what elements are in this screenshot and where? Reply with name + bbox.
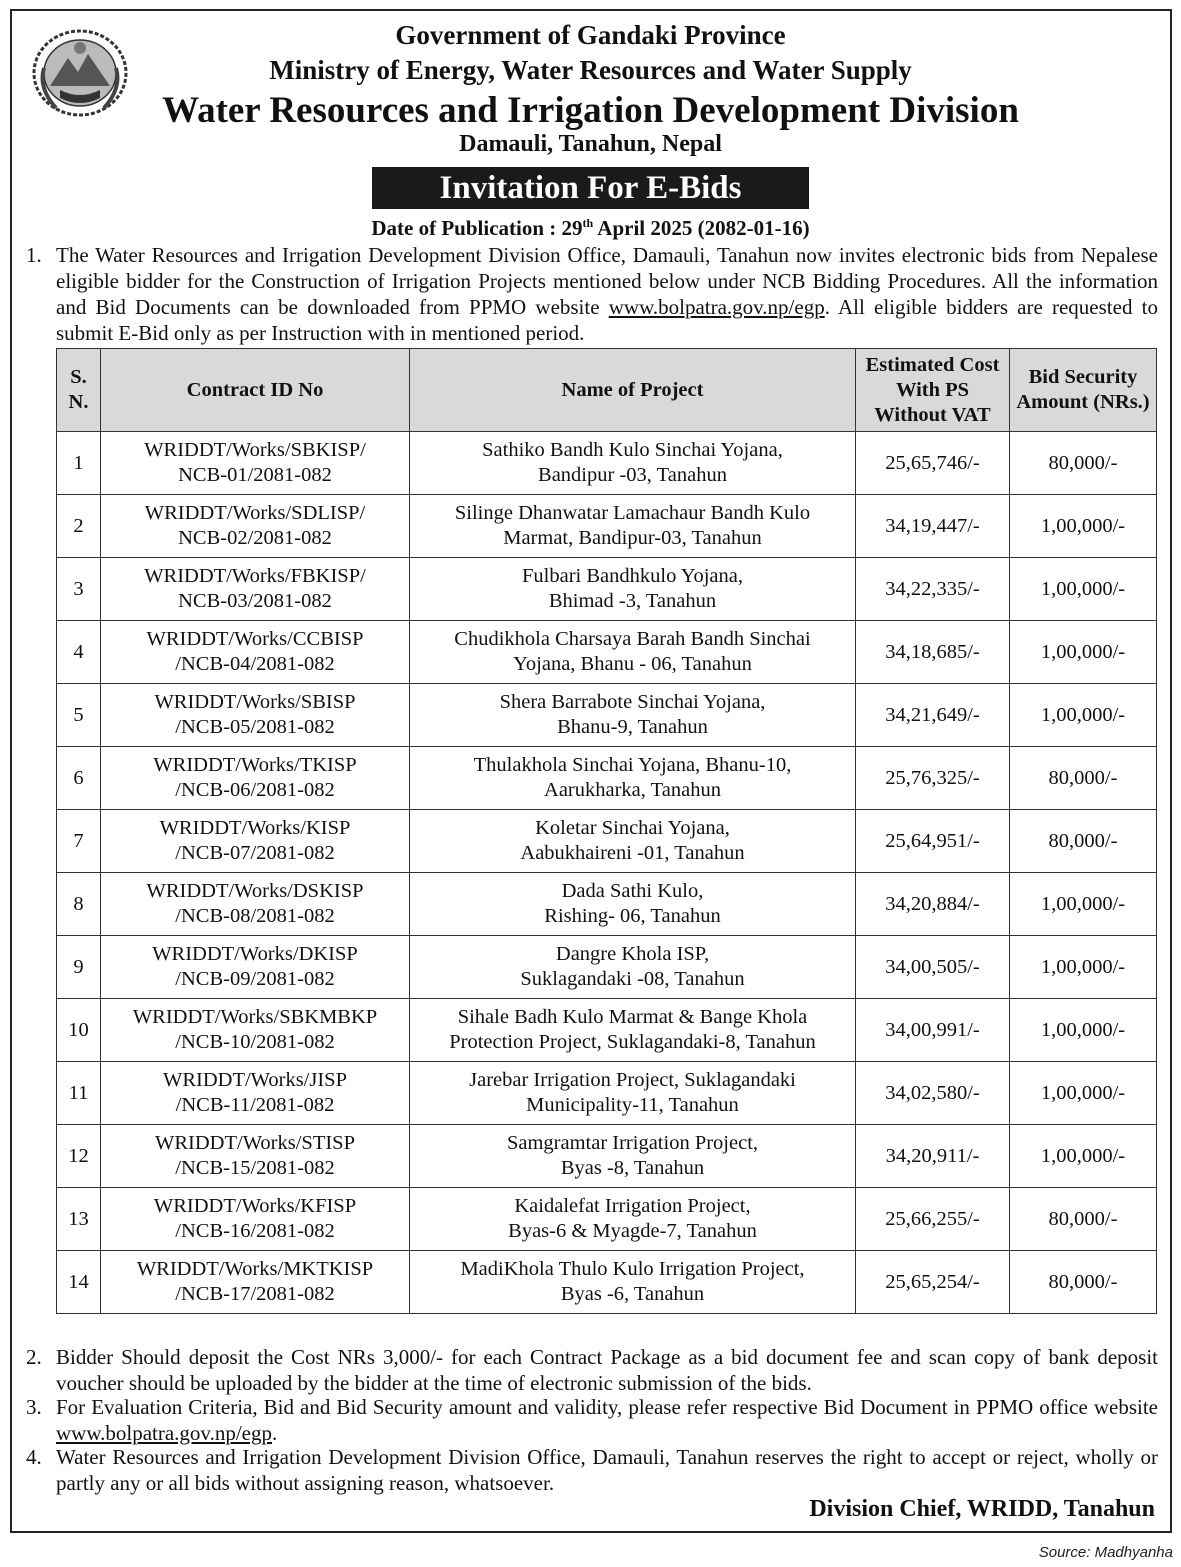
cell-bid-security: 1,00,000/- [1010,936,1157,999]
cell-estimated-cost: 34,21,649/- [856,684,1010,747]
cell-project-name [410,873,856,936]
project-line-2: Marmat, Bandipur-03, Tanahun [503,527,762,549]
header-government: Government of Gandaki Province [395,20,786,50]
source-credit: Source: Madhyanha [1038,1544,1173,1561]
contract-line-2: /NCB-05/2081-082 [175,716,335,738]
cell-sn: 2 [57,495,101,558]
cell-contract-id [101,936,410,999]
project-line-1: Dada Sathi Kulo, [561,880,704,902]
project-line-1: Chudikhola Charsaya Barah Bandh Sinchai [454,628,811,650]
project-line-1: Jarebar Irrigation Project, Suklagandaki [469,1069,796,1091]
cell-bid-security: 80,000/- [1010,810,1157,873]
project-line-2: Yojana, Bhanu - 06, Tanahun [513,653,752,675]
cell-project-name [410,495,856,558]
contract-line-1: WRIDDT/Works/TKISP [153,754,357,776]
cell-estimated-cost: 34,00,505/- [856,936,1010,999]
cell-bid-security: 80,000/- [1010,1251,1157,1314]
cell-bid-security: 1,00,000/- [1010,621,1157,684]
cell-bid-security: 1,00,000/- [1010,1125,1157,1188]
project-line-1: Samgramtar Irrigation Project, [506,1132,759,1154]
project-line-2: Aabukhaireni -01, Tanahun [520,842,745,864]
cell-sn: 3 [57,558,101,621]
cell-contract-id [101,810,410,873]
paragraph-number: 2. [26,1345,42,1369]
cell-project-name [410,1125,856,1188]
cell-bid-security: 1,00,000/- [1010,684,1157,747]
paragraph-text-tail: . [271,1421,278,1445]
cell-sn: 5 [57,684,101,747]
project-line-2: Bhanu-9, Tanahun [557,716,708,738]
header-division: Water Resources and Irrigation Development Division [162,90,1019,131]
project-line-1: Dangre Khola ISP, [555,943,710,965]
table-row [57,684,1157,747]
cell-contract-id [101,1062,410,1125]
cell-bid-security: 1,00,000/- [1010,999,1157,1062]
contract-line-2: /NCB-04/2081-082 [175,653,335,675]
contract-line-2: /NCB-15/2081-082 [175,1157,335,1179]
cell-sn: 12 [57,1125,101,1188]
project-line-1: Silinge Dhanwatar Lamachaur Bandh Kulo [454,502,811,524]
cell-estimated-cost: 25,65,254/- [856,1251,1010,1314]
contract-line-1: WRIDDT/Works/JISP [163,1069,347,1091]
publication-sup: th [582,216,594,230]
paragraph-text: Bidder Should deposit the Cost NRs 3,000/- for each Contract Package as a bid document fee and scan copy of bank deposit voucher should be uploaded by the bidder at the time of electronic submission of the bids. [56,1345,1158,1395]
project-line-2: Byas -6, Tanahun [560,1283,705,1305]
cell-project-name [410,1062,856,1125]
project-line-2: Suklagandaki -08, Tanahun [520,968,745,990]
contract-line-2: /NCB-09/2081-082 [175,968,335,990]
paragraph-number: 1. [26,243,42,267]
project-line-1: Sihale Badh Kulo Marmat & Bange Khola [457,1006,808,1028]
cell-project-name [410,936,856,999]
project-line-1: MadiKhola Thulo Kulo Irrigation Project, [460,1258,805,1280]
project-line-2: Bandipur -03, Tanahun [538,464,727,486]
cell-estimated-cost: 25,76,325/- [856,747,1010,810]
cell-contract-id [101,495,410,558]
cell-contract-id [101,873,410,936]
contract-line-2: /NCB-17/2081-082 [175,1283,335,1305]
cell-sn: 10 [57,999,101,1062]
header-contract-id: Contract ID No [101,349,410,432]
project-line-2: Rishing- 06, Tanahun [544,905,721,927]
signature: Division Chief, WRIDD, Tanahun [809,1496,1155,1522]
table-row [57,432,1157,495]
paragraph-4 [26,1444,1158,1496]
ppmo-link[interactable]: www.bolpatra.gov.np/egp [56,1421,272,1445]
contract-line-1: WRIDDT/Works/SDLISP/ [144,502,366,524]
cell-sn: 9 [57,936,101,999]
project-line-2: Aarukharka, Tanahun [544,779,721,801]
table-row [57,810,1157,873]
cell-estimated-cost: 25,66,255/- [856,1188,1010,1251]
table-row [57,747,1157,810]
cell-project-name [410,747,856,810]
table-row [57,1062,1157,1125]
project-line-2: Municipality-11, Tanahun [526,1094,739,1116]
cell-bid-security: 80,000/- [1010,1188,1157,1251]
table-row [57,1125,1157,1188]
cell-estimated-cost: 34,22,335/- [856,558,1010,621]
table-row [57,999,1157,1062]
header-bid-security: Bid Security Amount (NRs.) [1010,349,1157,432]
contract-line-1: WRIDDT/Works/FBKISP/ [144,565,366,587]
project-line-2: Byas-6 & Myagde-7, Tanahun [508,1220,757,1242]
cell-sn: 14 [57,1251,101,1314]
cell-project-name [410,1188,856,1251]
cell-estimated-cost: 34,18,685/- [856,621,1010,684]
contract-line-2: /NCB-11/2081-082 [175,1094,335,1116]
cell-bid-security: 80,000/- [1010,747,1157,810]
cell-project-name [410,432,856,495]
project-line-1: Thulakhola Sinchai Yojana, Bhanu-10, [473,754,792,776]
publication-label: Date of Publication : 29 [371,216,583,240]
cell-project-name [410,621,856,684]
cell-sn: 11 [57,1062,101,1125]
paragraph-text-tail: . All eligible bidders are requested to submit E-Bid only as per Instruction with in mentioned period. [56,295,1158,345]
header-sn: S. N. [57,349,101,432]
cell-project-name [410,999,856,1062]
cell-contract-id [101,1125,410,1188]
cell-project-name [410,810,856,873]
contract-line-1: WRIDDT/Works/MKTKISP [136,1258,374,1280]
paragraph-number: 3. [26,1395,42,1419]
cell-bid-security: 1,00,000/- [1010,1062,1157,1125]
cell-contract-id [101,747,410,810]
cell-contract-id [101,558,410,621]
contract-line-1: WRIDDT/Works/DSKISP [146,880,364,902]
table-row [57,873,1157,936]
contract-line-1: WRIDDT/Works/KFISP [153,1195,357,1217]
paragraph-text: The Water Resources and Irrigation Development Division Office, Damauli, Tanahun now invites electronic bids from Nepalese eligible bidder for the Construction of Irrigation Projects mentioned below under NCB Bidding Procedures. All the information and Bid Documents can be downloaded from PPMO website [56,243,1158,319]
contract-line-2: /NCB-16/2081-082 [175,1220,335,1242]
cell-sn: 7 [57,810,101,873]
cell-estimated-cost: 34,00,991/- [856,999,1010,1062]
publication-date [0,216,1181,241]
contract-line-1: WRIDDT/Works/KISP [159,817,351,839]
table-row [57,495,1157,558]
contract-line-1: WRIDDT/Works/STISP [155,1132,355,1154]
cell-sn: 8 [57,873,101,936]
cell-estimated-cost: 34,20,884/- [856,873,1010,936]
cell-bid-security: 80,000/- [1010,432,1157,495]
cell-contract-id [101,684,410,747]
cell-contract-id [101,1188,410,1251]
notice-title: Invitation For E-Bids [372,167,809,209]
contract-line-1: WRIDDT/Works/DKISP [152,943,358,965]
cell-contract-id [101,621,410,684]
project-line-1: Koletar Sinchai Yojana, [535,817,730,839]
cell-contract-id [101,999,410,1062]
contract-line-1: WRIDDT/Works/SBKMBKP [132,1006,378,1028]
cell-estimated-cost: 25,65,746/- [856,432,1010,495]
publication-rest: April 2025 (2082-01-16) [593,216,810,240]
paragraph-number: 4. [26,1445,42,1469]
contract-line-1: WRIDDT/Works/SBKISP/ [144,439,366,461]
paragraph-text: For Evaluation Criteria, Bid and Bid Security amount and validity, please refer respective Bid Document in PPMO office website [56,1395,1158,1419]
cell-bid-security: 1,00,000/- [1010,558,1157,621]
contract-line-2: NCB-02/2081-082 [178,527,332,549]
cell-estimated-cost: 34,20,911/- [856,1125,1010,1188]
header-estimated-cost: Estimated Cost With PS Without VAT [856,349,1010,432]
cell-sn: 4 [57,621,101,684]
project-line-2: Protection Project, Suklagandaki-8, Tanahun [449,1031,816,1053]
header-ministry: Ministry of Energy, Water Resources and Water Supply [269,55,912,85]
project-line-1: Fulbari Bandhkulo Yojana, [522,565,743,587]
project-line-1: Kaidalefat Irrigation Project, [514,1195,751,1217]
project-line-1: Sathiko Bandh Kulo Sinchai Yojana, [482,439,783,461]
cell-sn: 6 [57,747,101,810]
cell-estimated-cost: 34,19,447/- [856,495,1010,558]
contract-line-1: WRIDDT/Works/CCBISP [146,628,364,650]
cell-sn: 13 [57,1188,101,1251]
cell-contract-id [101,432,410,495]
project-line-1: Shera Barrabote Sinchai Yojana, [499,691,766,713]
cell-bid-security: 1,00,000/- [1010,495,1157,558]
cell-project-name [410,558,856,621]
contract-line-2: /NCB-10/2081-082 [175,1031,335,1053]
cell-project-name [410,684,856,747]
contract-line-2: NCB-01/2081-082 [178,464,332,486]
contract-line-1: WRIDDT/Works/SBISP [154,691,356,713]
table-row [57,1251,1157,1314]
contract-line-2: /NCB-06/2081-082 [175,779,335,801]
paragraph-1 [26,242,1158,346]
table-row [57,621,1157,684]
table-row [57,936,1157,999]
paragraph-2 [26,1344,1158,1396]
cell-project-name [410,1251,856,1314]
bids-table [56,348,1157,1314]
table-header-row [57,349,1157,432]
cell-bid-security: 1,00,000/- [1010,873,1157,936]
paragraph-text: Water Resources and Irrigation Development Division Office, Damauli, Tanahun reserves the right to accept or reject, wholly or partly any or all bids without assigning reason, whatsoever. [56,1445,1158,1495]
cell-estimated-cost: 25,64,951/- [856,810,1010,873]
contract-line-2: NCB-03/2081-082 [178,590,332,612]
header-project-name: Name of Project [410,349,856,432]
cell-sn: 1 [57,432,101,495]
ppmo-link[interactable]: www.bolpatra.gov.np/egp [608,295,825,319]
cell-contract-id [101,1251,410,1314]
header-location: Damauli, Tanahun, Nepal [459,131,722,157]
paragraph-3 [26,1394,1158,1446]
table-row [57,1188,1157,1251]
table-row [57,558,1157,621]
project-line-2: Bhimad -3, Tanahun [548,590,717,612]
project-line-2: Byas -8, Tanahun [560,1157,705,1179]
contract-line-2: /NCB-08/2081-082 [175,905,335,927]
cell-estimated-cost: 34,02,580/- [856,1062,1010,1125]
contract-line-2: /NCB-07/2081-082 [175,842,335,864]
